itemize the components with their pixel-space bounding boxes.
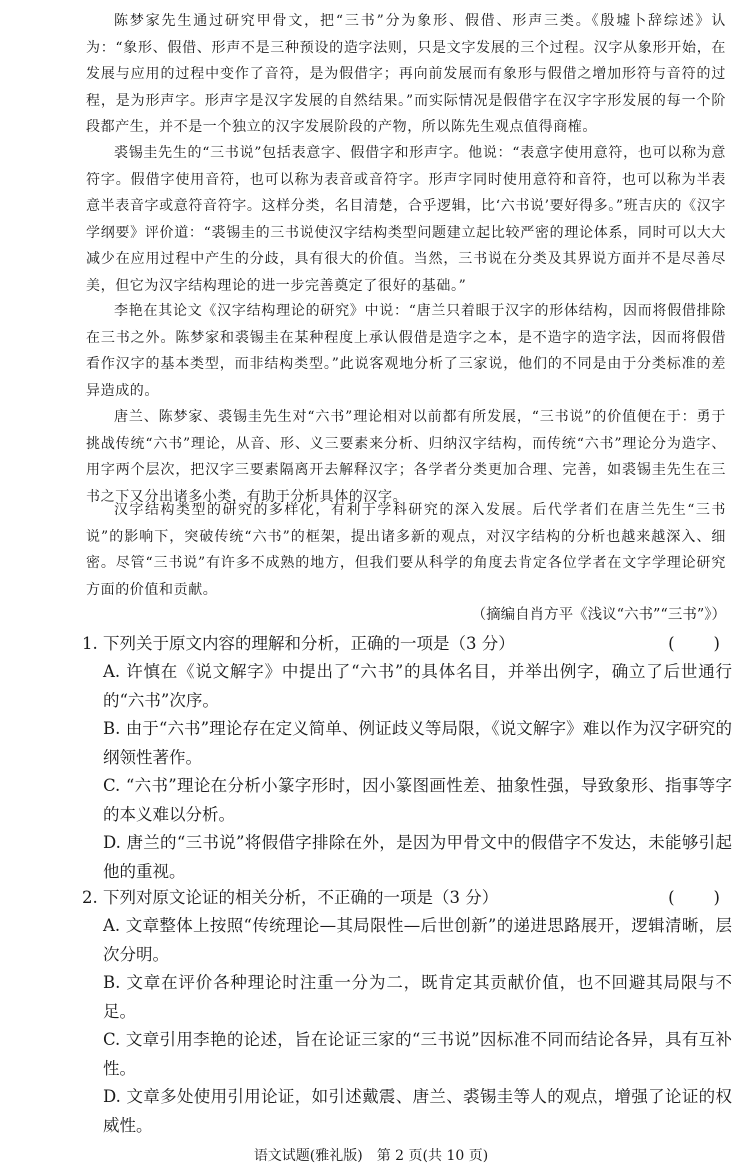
passage-paragraph-5: 汉字结构类型的研究的多样化，有利于学科研究的深入发展。后代学者们在唐兰先生“三书说”的影响下，突破传统“六书”的框架，提出诸多新的观点，对汉字结构的分析也越来越深入、细密。尽管“三书说”有许多不成熟的地方，但我们要从科学的角度去肯定各位学者在文字学理论研究方面的价值和贡献。 — [86, 502, 726, 598]
passage-paragraph-2: 裘锡圭先生的“三书说”包括表意字、假借字和形声字。他说：“表意字使用意符，也可以称为意符字。假借字使用音符，也可以称为表音或音符字。形声字同时使用意符和音符，也可以称为半表意半表音字或意符音符字。这样分类，名目清楚，合乎逻辑，比‘六书说’要好得多。”班吉庆的《汉字学纲要》评价道：“裘锡圭的三书说使汉字结构类型问题建立起比较严密的理论体系，同时可以大大减少在应用过程中产生的分歧，具有很大的价值。当然，三书说在分类及其界说方面并不是尽善尽美，但它为汉字结构理论的进一步完善奠定了很好的基础。” — [86, 145, 726, 294]
passage-paragraph-4: 唐兰、陈梦家、裘锡圭先生对“六书”理论相对以前都有所发展，“三书说”的价值便在于：勇于挑战传统“六书”理论，从音、形、义三要素来分析、归纳汉字结构，而传统“六书”理论分为造字、用字两个层次，把汉字三要素隔离开去解释汉字；各学者分类更加合理、完善，如裘锡圭先生在三书之下又分出诸多小类，有助于分析具体的汉字。 — [86, 409, 726, 505]
passage-paragraph-1: 陈梦家先生通过研究甲骨文，把“三书”分为象形、假借、形声三类。《殷墟卜辞综述》认为：“象形、假借、形声不是三种预设的造字法则，只是文字发展的三个过程。汉字从象形开始，在发展与应用的过程中变作了音符，是为假借字；再向前发展而有象形与假借之增加形符与音符的过程，是为形声字。形声字是汉字发展的自然结果。”而实际情况是假借字在汉字字形发展的每一个阶段都产生，并不是一个独立的汉字发展阶段的产物，所以陈先生观点值得商榷。 — [86, 13, 726, 135]
question-1-option-a[interactable]: A. 许慎在《说文解字》中提出了“六书”的具体名目，并举出例字，确立了后世通行的“六书”次序。 — [103, 662, 732, 710]
question-2-option-b[interactable]: B. 文章在评价各种理论时注重一分为二，既肯定其贡献价值，也不回避其局限与不足。 — [103, 973, 732, 1021]
page-footer: 语文试题(雅礼版) 第 2 页(共 10 页) — [253, 1148, 489, 1164]
question-2-option-d[interactable]: D. 文章多处使用引用论证，如引述戴震、唐兰、裘锡圭等人的观点，增强了论证的权威性。 — [103, 1087, 732, 1135]
question-2-option-c[interactable]: C. 文章引用李艳的论述，旨在论证三家的“三书说”因标准不同而结论各异，具有互补性。 — [103, 1030, 732, 1078]
question-1-header — [82, 630, 732, 658]
question-2 — [82, 884, 732, 1140]
question-1-option-c[interactable]: C. “六书”理论在分析小篆字形时，因小篆图画性差、抽象性强，导致象形、指事等字的本义难以分析。 — [103, 776, 732, 824]
question-2-stem: 2. 下列对原文论证的相关分析，不正确的一项是（3 分） — [82, 888, 499, 907]
question-1-option-b[interactable]: B. 由于“六书”理论存在定义简单、例证歧义等局限，《说文解字》难以作为汉字研究的纲领性著作。 — [103, 719, 732, 767]
source-citation: （摘编自肖方平《浅议“六书”“三书”》） — [471, 607, 726, 623]
question-2-option-a[interactable]: A. 文章整体上按照“传统理论—其局限性—后世创新”的递进思路展开，逻辑清晰，层次分明。 — [103, 916, 732, 964]
question-1-answer-blank[interactable]: ( ) — [668, 634, 722, 653]
passage-paragraph-3: 李艳在其论文《汉字结构理论的研究》中说：“唐兰只着眼于汉字的形体结构，因而将假借排除在三书之外。陈梦家和裘锡圭在某种程度上承认假借是造字之本，是不造字的造字法，因而将假借看作汉字的基本类型，而非结构类型。”此说客观地分析了三家说，他们的不同是由于分类标准的差异造成的。 — [86, 303, 726, 399]
question-2-header — [82, 884, 732, 912]
question-1 — [82, 630, 732, 886]
question-2-answer-blank[interactable]: ( ) — [668, 888, 722, 907]
question-1-stem: 1. 下列关于原文内容的理解和分析，正确的一项是（3 分） — [82, 634, 515, 653]
question-1-option-d[interactable]: D. 唐兰的“三书说”将假借字排除在外，是因为甲骨文中的假借字不发达，未能够引起他的重视。 — [103, 833, 732, 881]
